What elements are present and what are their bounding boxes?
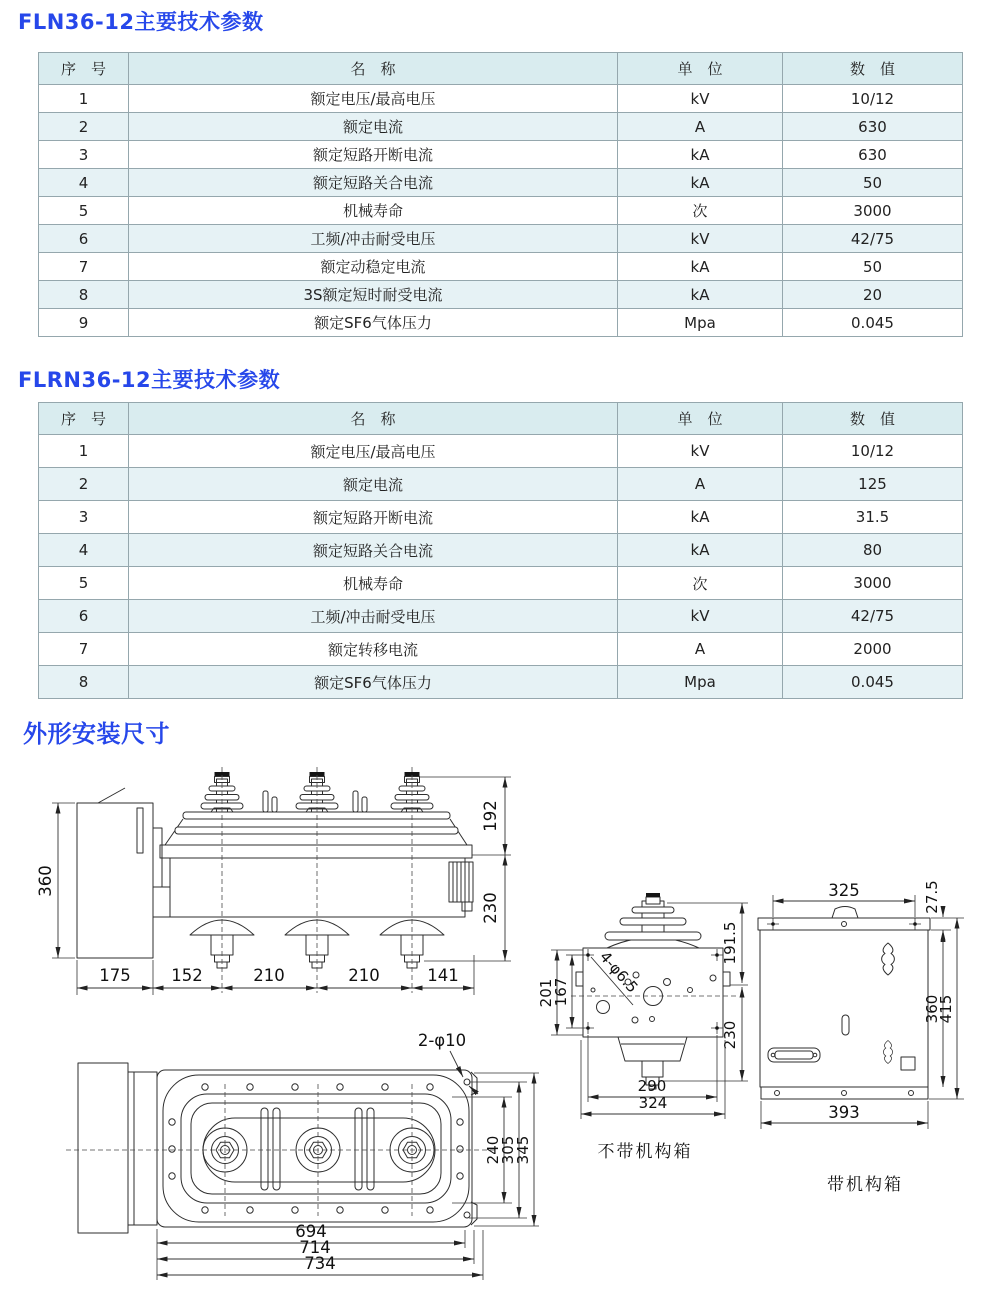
- cell-name: 额定短路开断电流: [129, 501, 618, 534]
- end-view-shapes: [576, 893, 730, 1089]
- dim-label-span3: 210: [348, 966, 380, 985]
- cell-index: 9: [39, 309, 129, 337]
- dim-label-left-outer: 201: [537, 978, 555, 1008]
- cell-name: 额定动稳定电流: [129, 253, 618, 281]
- table-row: [39, 567, 963, 600]
- cell-name: 额定电流: [129, 113, 618, 141]
- dim-label-span2: 210: [253, 966, 285, 985]
- cell-index: 8: [39, 281, 129, 309]
- cell-value: 2000: [783, 633, 963, 666]
- table-row: [39, 225, 963, 253]
- section-title-fln36: FLN36-12主要技术参数: [18, 10, 264, 34]
- table-row: [39, 633, 963, 666]
- dim-label-span1: 152: [171, 966, 203, 985]
- dim-label-body: 360: [923, 994, 941, 1024]
- table-row: [39, 600, 963, 633]
- cell-name: 额定短路开断电流: [129, 141, 618, 169]
- dim-label-span4: 141: [427, 966, 459, 985]
- cell-index: 5: [39, 567, 129, 600]
- dim-label-len1: 694: [295, 1222, 327, 1241]
- cell-index: 1: [39, 85, 129, 113]
- col-header-unit: 单 位: [618, 403, 783, 435]
- cell-value: 42/75: [783, 600, 963, 633]
- cell-value: 0.045: [783, 666, 963, 699]
- top-view-drawing: [60, 1030, 540, 1300]
- cell-value: 20: [783, 281, 963, 309]
- cell-value: 125: [783, 468, 963, 501]
- cell-name: 工频/冲击耐受电压: [129, 600, 618, 633]
- col-header-name: 名 称: [129, 403, 618, 435]
- cell-name: 额定电压/最高电压: [129, 435, 618, 468]
- cell-value: 50: [783, 253, 963, 281]
- col-header-value: 数 值: [783, 53, 963, 85]
- mech-box-shapes: [758, 907, 930, 1100]
- dim-label-top: 325: [828, 881, 860, 900]
- end-view-drawing: [537, 865, 760, 1165]
- cell-name: 工频/冲击耐受电压: [129, 225, 618, 253]
- cell-unit: kA: [618, 534, 783, 567]
- cell-value: 0.045: [783, 309, 963, 337]
- dim-label-insulator-height: 192: [481, 800, 500, 832]
- col-header-index: 序 号: [39, 403, 129, 435]
- cell-unit: kA: [618, 169, 783, 197]
- dim-label-len3: 734: [304, 1254, 336, 1273]
- cell-value: 3000: [783, 197, 963, 225]
- dim-label-total: 415: [937, 994, 955, 1024]
- mech-box-caption: 带机构箱: [827, 1175, 903, 1195]
- cell-index: 4: [39, 534, 129, 567]
- header-row: [39, 403, 963, 435]
- cell-name: 机械寿命: [129, 567, 618, 600]
- cell-unit: A: [618, 468, 783, 501]
- end-view-caption: 不带机构箱: [597, 1142, 693, 1162]
- side-view-centerlines: [222, 767, 412, 993]
- section-title-flrn36: FLRN36-12主要技术参数: [18, 368, 281, 392]
- cell-value: 3000: [783, 567, 963, 600]
- table-row: [39, 435, 963, 468]
- cell-value: 80: [783, 534, 963, 567]
- hole-callout-label: 2-φ10: [417, 1031, 467, 1050]
- table-row: [39, 501, 963, 534]
- dim-label-upper: 191.5: [721, 921, 739, 965]
- table-row: [39, 85, 963, 113]
- cell-name: 额定电压/最高电压: [129, 85, 618, 113]
- table-row: [39, 197, 963, 225]
- cell-value: 10/12: [783, 435, 963, 468]
- cell-value: 10/12: [783, 85, 963, 113]
- table-row: [39, 309, 963, 337]
- cell-index: 4: [39, 169, 129, 197]
- cell-index: 5: [39, 197, 129, 225]
- dim-label-mid-height: 305: [499, 1135, 517, 1165]
- cell-index: 3: [39, 501, 129, 534]
- table-row: [39, 141, 963, 169]
- flrn36-spec-table: [38, 402, 963, 699]
- col-header-value: 数 值: [783, 403, 963, 435]
- table-row: [39, 534, 963, 567]
- fln36-spec-table: [38, 52, 963, 337]
- dim-label-len2: 714: [299, 1238, 331, 1257]
- top-view-dimensions: [157, 1031, 539, 1280]
- cell-name: 额定转移电流: [129, 633, 618, 666]
- cell-unit: A: [618, 113, 783, 141]
- cell-name: 额定短路关合电流: [129, 169, 618, 197]
- section-title-dimensions: 外形安装尺寸: [23, 720, 170, 748]
- cell-name: 机械寿命: [129, 197, 618, 225]
- cell-index: 3: [39, 141, 129, 169]
- col-header-index: 序 号: [39, 53, 129, 85]
- cell-unit: Mpa: [618, 666, 783, 699]
- dim-label-box-width: 175: [99, 966, 131, 985]
- table-row: [39, 169, 963, 197]
- dim-label-width-inner: 290: [637, 1077, 667, 1095]
- top-view-centerlines: [66, 1084, 496, 1216]
- cell-unit: kA: [618, 501, 783, 534]
- cell-index: 2: [39, 468, 129, 501]
- cell-name: 额定SF6气体压力: [129, 309, 618, 337]
- cell-value: 31.5: [783, 501, 963, 534]
- cell-name: 额定短路关合电流: [129, 534, 618, 567]
- table-row: [39, 253, 963, 281]
- cell-name: 额定SF6气体压力: [129, 666, 618, 699]
- cell-index: 6: [39, 225, 129, 253]
- col-header-name: 名 称: [129, 53, 618, 85]
- cell-value: 630: [783, 113, 963, 141]
- cell-value: 630: [783, 141, 963, 169]
- table-row: [39, 468, 963, 501]
- cell-unit: kV: [618, 435, 783, 468]
- cell-index: 7: [39, 633, 129, 666]
- side-view-dimensions: [36, 777, 511, 995]
- dim-label-width-outer: 324: [638, 1094, 668, 1112]
- mechanism-box-drawing: [748, 865, 1000, 1205]
- cell-unit: kA: [618, 141, 783, 169]
- table-row: [39, 113, 963, 141]
- cell-value: 50: [783, 169, 963, 197]
- cell-index: 8: [39, 666, 129, 699]
- dim-label-left-inner: 167: [552, 977, 570, 1007]
- cell-index: 2: [39, 113, 129, 141]
- hole-callout-label: 4-φ6.5: [595, 947, 642, 997]
- table-row: [39, 281, 963, 309]
- cell-unit: kV: [618, 85, 783, 113]
- cell-value: 42/75: [783, 225, 963, 253]
- cell-unit: kA: [618, 253, 783, 281]
- cell-name: 3S额定短时耐受电流: [129, 281, 618, 309]
- cell-unit: kV: [618, 225, 783, 253]
- col-header-unit: 单 位: [618, 53, 783, 85]
- dim-label-lower: 230: [721, 1020, 739, 1050]
- dim-label-bottom: 393: [828, 1103, 860, 1122]
- dim-label-flange: 27.5: [923, 880, 941, 914]
- cell-index: 1: [39, 435, 129, 468]
- cell-unit: Mpa: [618, 309, 783, 337]
- dim-label-outer-height: 345: [514, 1135, 532, 1165]
- table-row: [39, 666, 963, 699]
- cell-name: 额定电流: [129, 468, 618, 501]
- header-row: [39, 53, 963, 85]
- cell-index: 6: [39, 600, 129, 633]
- cell-index: 7: [39, 253, 129, 281]
- dim-label-inner-height: 240: [484, 1135, 502, 1165]
- top-view-shapes: [78, 1063, 477, 1233]
- cell-unit: 次: [618, 197, 783, 225]
- cell-unit: 次: [618, 567, 783, 600]
- side-view-shapes: [77, 772, 473, 968]
- cell-unit: kV: [618, 600, 783, 633]
- cell-unit: kA: [618, 281, 783, 309]
- side-view-drawing: [25, 755, 530, 1010]
- dim-label-box-height: 360: [36, 865, 55, 897]
- dim-label-tank-height: 230: [481, 892, 500, 924]
- cell-unit: A: [618, 633, 783, 666]
